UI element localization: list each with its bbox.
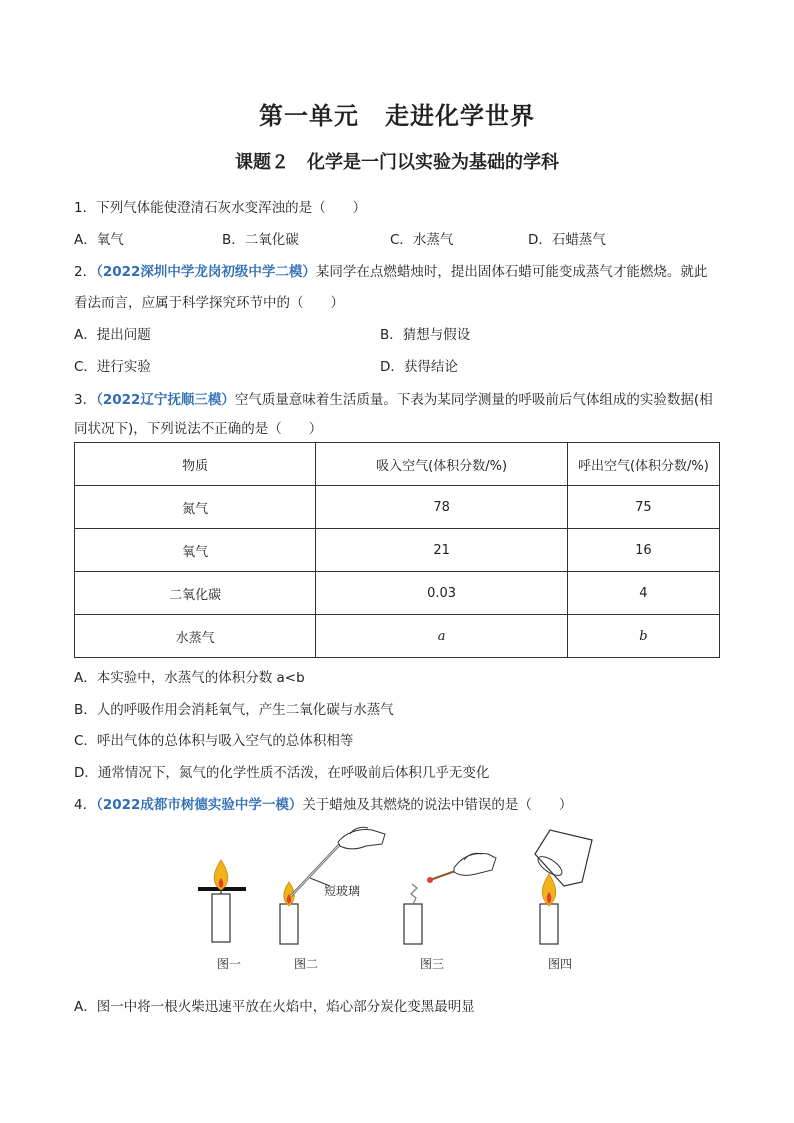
q4-option-a: A．图一中将一根火柴迅速平放在火焰中，焰心部分炭化变黑最明显: [74, 999, 475, 1015]
figure-label-2: 图二: [294, 957, 319, 971]
q2-number: 2．: [74, 264, 97, 280]
table-cell: 75: [567, 486, 719, 529]
q3-option-c: C．呼出气体的总体积与吸入空气的总体积相等: [74, 733, 354, 749]
q2-option-c: C．进行实验: [74, 359, 151, 375]
lesson-title-right: 化学是一门以实验为基础的学科: [307, 152, 559, 173]
table-cell: 二氧化碳: [75, 572, 316, 615]
candle-figure-4: [535, 830, 592, 944]
table-cell: 78: [316, 486, 567, 529]
lesson-title-left: 课题２: [235, 152, 289, 173]
q1-option-d: D．石蜡蒸气: [528, 232, 606, 248]
q3-stem-line1: [74, 388, 713, 408]
q3-option-d: D．通常情况下，氮气的化学性质不活泼，在呼吸前后体积几乎无变化: [74, 765, 490, 781]
q4-number: 4．: [74, 797, 97, 813]
q2-stem-line1: [74, 260, 707, 280]
candle-figure-1: [198, 860, 246, 942]
q3-option-b: B．人的呼吸作用会消耗氧气，产生二氧化碳与水蒸气: [74, 702, 394, 718]
q3-source: （2022辽宁抚顺三模）: [96, 392, 235, 408]
q1-option-a: A．氧气: [74, 232, 124, 248]
figure-callout-label: 短玻璃: [324, 884, 361, 898]
q3-option-a: A．本实验中，水蒸气的体积分数 a<b: [74, 670, 305, 686]
candle-experiment-figure: [190, 822, 610, 952]
table-cell: 16: [567, 529, 719, 572]
q4-stem: 关于蜡烛及其燃烧的说法中错误的是（ ）: [302, 797, 573, 813]
breath-data-table: [74, 442, 720, 658]
unit-title-right: 走进化学世界: [385, 101, 535, 130]
q4-stem-line: [74, 793, 572, 813]
table-cell: 0.03: [316, 572, 567, 615]
figure-label-1: 图一: [217, 957, 242, 971]
table-header: 呼出空气(体积分数/%): [567, 443, 719, 486]
q3-number: 3．: [74, 392, 97, 408]
table-cell: 氧气: [75, 529, 316, 572]
table-row: [75, 572, 720, 615]
table-header: 吸入空气(体积分数/%): [316, 443, 567, 486]
q1-stem: 1．下列气体能使澄清石灰水变浑浊的是（ ）: [74, 200, 367, 216]
q2-option-a: A．提出问题: [74, 327, 151, 343]
figure-label-4: 图四: [548, 957, 573, 971]
q2-stem-b: 看法而言，应属于科学探究环节中的（ ）: [74, 295, 344, 311]
q2-option-b: B．猜想与假设: [380, 327, 471, 343]
candle-figure-3: [404, 853, 496, 944]
table-cell: 氮气: [75, 486, 316, 529]
unit-title-left: 第一单元: [259, 101, 359, 130]
table-header-row: [75, 443, 720, 486]
table-header: 物质: [75, 443, 316, 486]
lesson-title: [0, 148, 794, 174]
table-cell: a: [316, 615, 567, 658]
table-row: [75, 615, 720, 658]
q3-stem-b: 同状况下)，下列说法不正确的是（ ）: [74, 421, 323, 437]
figure-label-3: 图三: [420, 957, 445, 971]
unit-title: [0, 96, 794, 131]
q2-source: （2022深圳中学龙岗初级中学二模）: [96, 264, 316, 280]
q4-source: （2022成都市树德实验中学一模）: [96, 797, 303, 813]
table-row: [75, 486, 720, 529]
table-cell: b: [567, 615, 719, 658]
q3-stem-a: 空气质量意味着生活质量。下表为某同学测量的呼吸前后气体组成的实验数据(相: [234, 392, 713, 408]
q1-option-b: B．二氧化碳: [222, 232, 299, 248]
q2-stem-a: 某同学在点燃蜡烛时，提出固体石蜡可能变成蒸气才能燃烧。就此: [315, 264, 708, 280]
q2-option-d: D．获得结论: [380, 359, 458, 375]
table-cell: 21: [316, 529, 567, 572]
table-cell: 4: [567, 572, 719, 615]
table-cell: 水蒸气: [75, 615, 316, 658]
q1-option-c: C．水蒸气: [390, 232, 454, 248]
table-row: [75, 529, 720, 572]
